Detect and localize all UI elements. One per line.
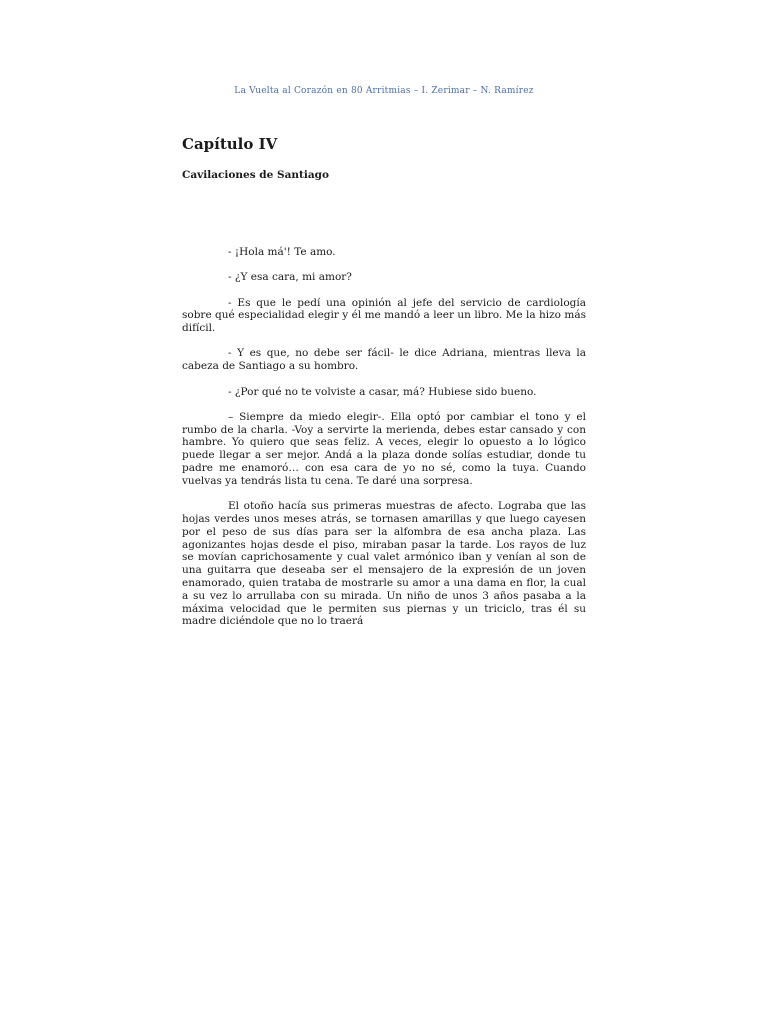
page-body xyxy=(182,134,586,641)
paragraph-7: El otoño hacía sus primeras muestras de afecto. Lograba que las hojas verdes unos meses atrás, se tornasen amarillas y que luego cayesen por el peso de sus días para ser la alfombra de esa ancha plaza. Las agonizantes hojas desde el piso, miraban pasar la tarde. Los rayos de luz se movían caprichosamente y cual valet armónico iban y venían al son de una guitarra que deseaba ser el mensajero de la expresión de un joven enamorado, quien trataba de mostrarle su amor a una dama en flor, la cual a su vez lo arrullaba con su mirada. Un niño de unos 3 años pasaba a la máxima velocidad que le permiten sus piernas y un triciclo, tras él su madre diciéndole que no lo traerá xyxy=(182,500,586,628)
paragraph-2: - ¿Y esa cara, mi amor? xyxy=(228,271,352,284)
paragraph-4: - Y es que, no debe ser fácil- le dice Adriana, mientras lleva la cabeza de Santiago a su hombro. xyxy=(182,347,586,373)
paragraph-1: - ¡Hola má'! Te amo. xyxy=(228,246,336,258)
chapter-subtitle: Cavilaciones de Santiago xyxy=(182,169,329,181)
chapter-title: Capítulo IV xyxy=(182,135,278,153)
paragraph-3: - Es que le pedí una opinión al jefe del servicio de cardiología sobre qué especialidad elegir y él me mandó a leer un libro. Me la hizo más difícil. xyxy=(182,296,586,335)
paragraph-5: - ¿Por qué no te volviste a casar, má? Hubiese sido bueno. xyxy=(228,385,537,398)
running-header: La Vuelta al Corazón en 80 Arritmias – I. Zerimar – N. Ramírez xyxy=(234,86,534,96)
paragraph-6: – Siempre da miedo elegir-. Ella optó por cambiar el tono y el rumbo de la charla. -Voy a servirte la merienda, debes estar cansado y con hambre. Yo quiero que seas feliz. A veces, elegir lo opuesto a lo lógico puede llegar a ser mejor. Andá a la plaza donde solías estudiar, donde tu padre me enamoró… con esa cara de yo no sé, como la tuya. Cuando vuelvas ya tendrás lista tu cena. Te daré una sorpresa. xyxy=(182,410,586,487)
